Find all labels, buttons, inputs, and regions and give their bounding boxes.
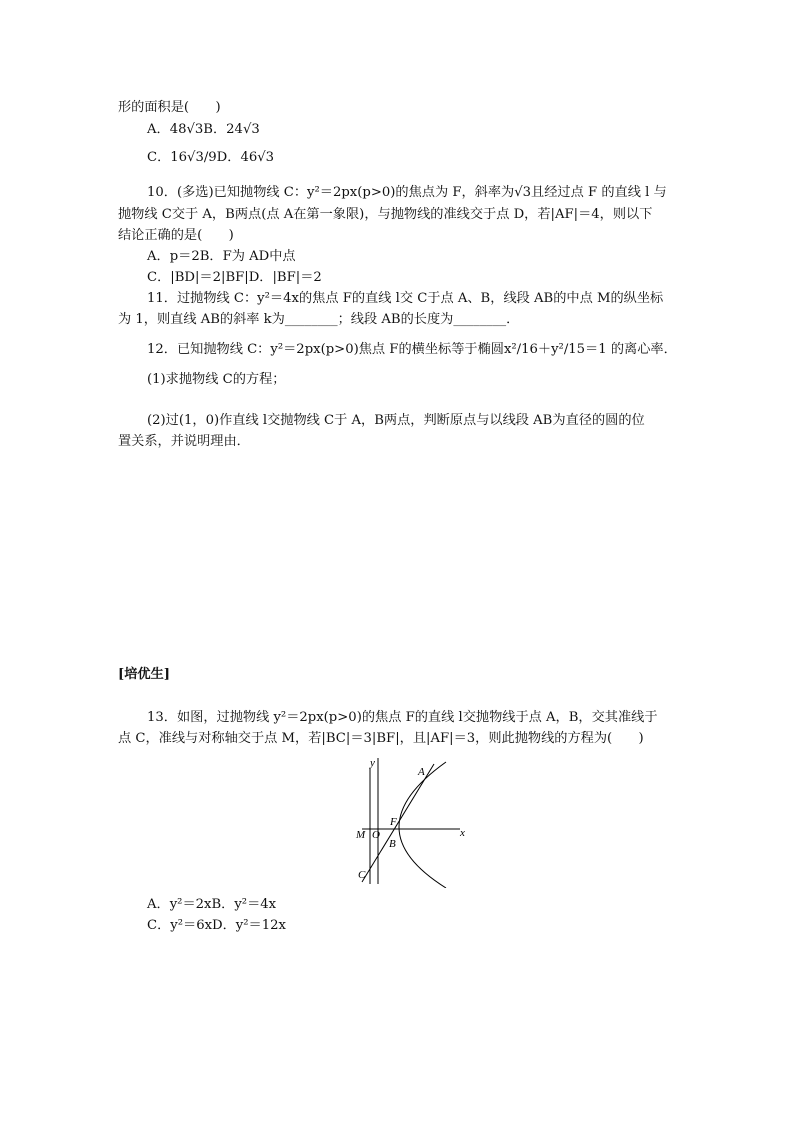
q10-stem-line2: 抛物线 C交于 A，B两点(点 A在第一象限)，与抛物线的准线交于点 D，若|AF|＝4，则以下 [118, 207, 653, 222]
q9-stem-tail: 形的面积是( ) [118, 100, 221, 115]
q13-stem-line1: 13．如图，过抛物线 y²＝2px(p>0)的焦点 F的直线 l交抛物线于点 A，B，交其准线于 [147, 710, 658, 725]
parabola-curve [399, 762, 446, 888]
label-b: B [389, 838, 396, 850]
q12-part2-line1: (2)过(1，0)作直线 l交抛物线 C于 A，B两点，判断原点与以线段 AB为直径的圆的位 [147, 413, 645, 428]
q10-options-cd: C．|BD|＝2|BF|D．|BF|＝2 [147, 270, 322, 285]
label-a: A [418, 766, 425, 778]
q9-options-cd: C．16√3/9D．46√3 [147, 150, 275, 165]
q10-options-ab: A．p＝2B．F为 AD中点 [147, 249, 296, 264]
q12-part1: (1)求抛物线 C的方程； [147, 372, 286, 387]
q12-stem: 12．已知抛物线 C：y²＝2px(p>0)焦点 F的横坐标等于椭圆x²/16＋y²/15＝1 的离心率． [147, 342, 677, 357]
line-l [362, 764, 434, 882]
section-heading: [培优生] [118, 667, 171, 682]
label-y: y [370, 757, 375, 769]
q13-options-ab: A．y²＝2xB．y²＝4x [147, 897, 277, 912]
label-x: x [460, 827, 465, 839]
label-m: M [356, 829, 366, 841]
label-f: F [390, 816, 397, 828]
q10-stem-line3: 结论正确的是( ) [118, 228, 234, 243]
q13-stem-line2: 点 C，准线与对称轴交于点 M，若|BC|＝3|BF|，且|AF|＝3，则此抛物线的方程为( ) [118, 731, 644, 746]
q11-stem-line2: 为 1，则直线 AB的斜率 k为________；线段 AB的长度为________． [118, 312, 520, 327]
q11-stem-line1: 11．过抛物线 C：y²＝4x的焦点 F的直线 l交 C于点 A、B，线段 AB的中点 M的纵坐标 [147, 291, 664, 306]
label-o: O [372, 829, 380, 841]
q10-stem-line1: 10．(多选)已知抛物线 C：y²＝2px(p>0)的焦点为 F，斜率为√3且经过点 F 的直线 l 与 [147, 185, 667, 200]
label-c: C [358, 869, 366, 881]
q13-options-cd: C．y²＝6xD．y²＝12x [147, 918, 286, 933]
q9-options-ab: A．48√3B．24√3 [147, 122, 260, 137]
parabola-figure [352, 756, 482, 888]
q12-part2-line2: 置关系，并说明理由． [118, 434, 250, 449]
